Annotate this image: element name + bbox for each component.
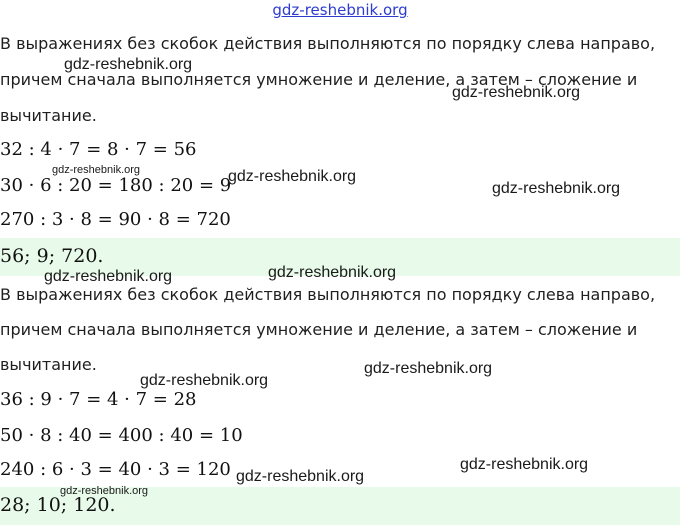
rule-text-line-2: причем сначала выполняется умножение и деление, а затем – сложение и <box>0 320 638 339</box>
watermark: gdz-reshebnik.org <box>60 485 149 497</box>
equation: 36 : 9 · 7 = 4 · 7 = 28 <box>0 389 197 410</box>
watermark: gdz-reshebnik.org <box>140 372 269 389</box>
watermark: gdz-reshebnik.org <box>52 164 141 176</box>
watermark: gdz-reshebnik.org <box>236 468 365 485</box>
rule-text-line-2: причем сначала выполняется умножение и деление, а затем – сложение и <box>0 70 638 89</box>
watermark: gdz-reshebnik.org <box>492 180 621 197</box>
equation: 50 · 8 : 40 = 400 : 40 = 10 <box>0 425 243 446</box>
equation: 270 : 3 · 8 = 90 · 8 = 720 <box>0 209 231 230</box>
watermark: gdz-reshebnik.org <box>44 268 173 285</box>
rule-text-line-3: вычитание. <box>0 355 97 374</box>
watermark: gdz-reshebnik.org <box>268 264 397 281</box>
equation: 30 · 6 : 20 = 180 : 20 = 9 <box>0 175 232 196</box>
answer: 28; 10; 120. <box>0 494 116 516</box>
watermark: gdz-reshebnik.org <box>228 168 357 185</box>
watermark: gdz-reshebnik.org <box>460 456 589 473</box>
rule-text-line-1: В выражениях без скобок действия выполняются по порядку слева направо, <box>0 285 656 304</box>
rule-text-line-1: В выражениях без скобок действия выполняются по порядку слева направо, <box>0 34 656 53</box>
answer: 56; 9; 720. <box>0 245 104 267</box>
watermark: gdz-reshebnik.org <box>364 360 493 377</box>
site-link[interactable]: gdz-reshebnik.org <box>272 1 408 19</box>
rule-text-line-3: вычитание. <box>0 106 97 125</box>
equation: 32 : 4 · 7 = 8 · 7 = 56 <box>0 139 197 160</box>
equation: 240 : 6 · 3 = 40 · 3 = 120 <box>0 459 231 480</box>
watermark: gdz-reshebnik.org <box>64 56 193 73</box>
watermark: gdz-reshebnik.org <box>452 84 581 101</box>
